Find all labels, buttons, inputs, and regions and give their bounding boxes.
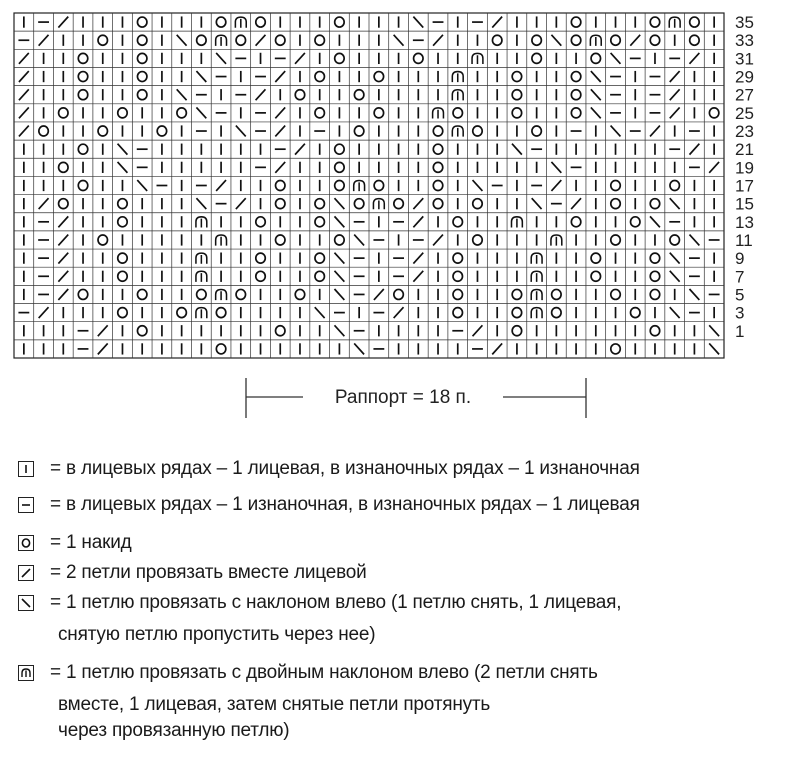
knit-stitch-icon <box>18 461 34 477</box>
legend-text: = в лицевых рядах – 1 изнаночная, в изнаночных рядах – 1 лицевая <box>50 494 640 515</box>
row-number: 33 <box>735 31 754 51</box>
k2tog-icon <box>18 565 34 581</box>
row-number: 15 <box>735 194 754 214</box>
legend-text: снятую петлю пропустить через нее) <box>58 624 376 645</box>
legend-text: = 1 накид <box>50 532 132 553</box>
row-number: 3 <box>735 303 745 323</box>
legend-text: через провязанную петлю) <box>58 720 290 741</box>
rapport-label: Раппорт = 18 п. <box>334 387 472 408</box>
purl-stitch-icon <box>18 497 34 513</box>
legend-text: вместе, 1 лицевая, затем снятые петли протянуть <box>58 694 491 715</box>
row-number: 21 <box>735 140 754 160</box>
row-numbers <box>735 13 754 341</box>
row-number: 29 <box>735 67 754 87</box>
row-number: 23 <box>735 122 754 142</box>
double-decrease-icon <box>18 665 34 681</box>
row-number: 25 <box>735 103 754 123</box>
row-number: 9 <box>735 249 745 269</box>
row-number: 5 <box>735 285 745 305</box>
rapport-bracket <box>246 378 586 418</box>
row-number: 13 <box>735 212 754 232</box>
yarn-over-icon <box>18 535 34 551</box>
row-number: 19 <box>735 158 754 178</box>
row-number: 11 <box>735 230 753 250</box>
row-number: 31 <box>735 49 754 69</box>
chart-grid <box>14 13 724 358</box>
legend-text: = 1 петлю провязать с двойным наклоном влево (2 петли снять <box>50 662 598 683</box>
row-number: 7 <box>735 267 745 287</box>
legend-text: = в лицевых рядах – 1 лицевая, в изнаночных рядах – 1 изнаночная <box>50 458 640 479</box>
row-number: 1 <box>735 321 745 341</box>
row-number: 27 <box>735 85 754 105</box>
row-number: 35 <box>735 13 754 33</box>
legend-text: = 1 петлю провязать с наклоном влево (1 петлю снять, 1 лицевая, <box>50 592 622 613</box>
legend-text: = 2 петли провязать вместе лицевой <box>50 562 367 583</box>
row-number: 17 <box>735 176 754 196</box>
ssk-icon <box>18 595 34 611</box>
